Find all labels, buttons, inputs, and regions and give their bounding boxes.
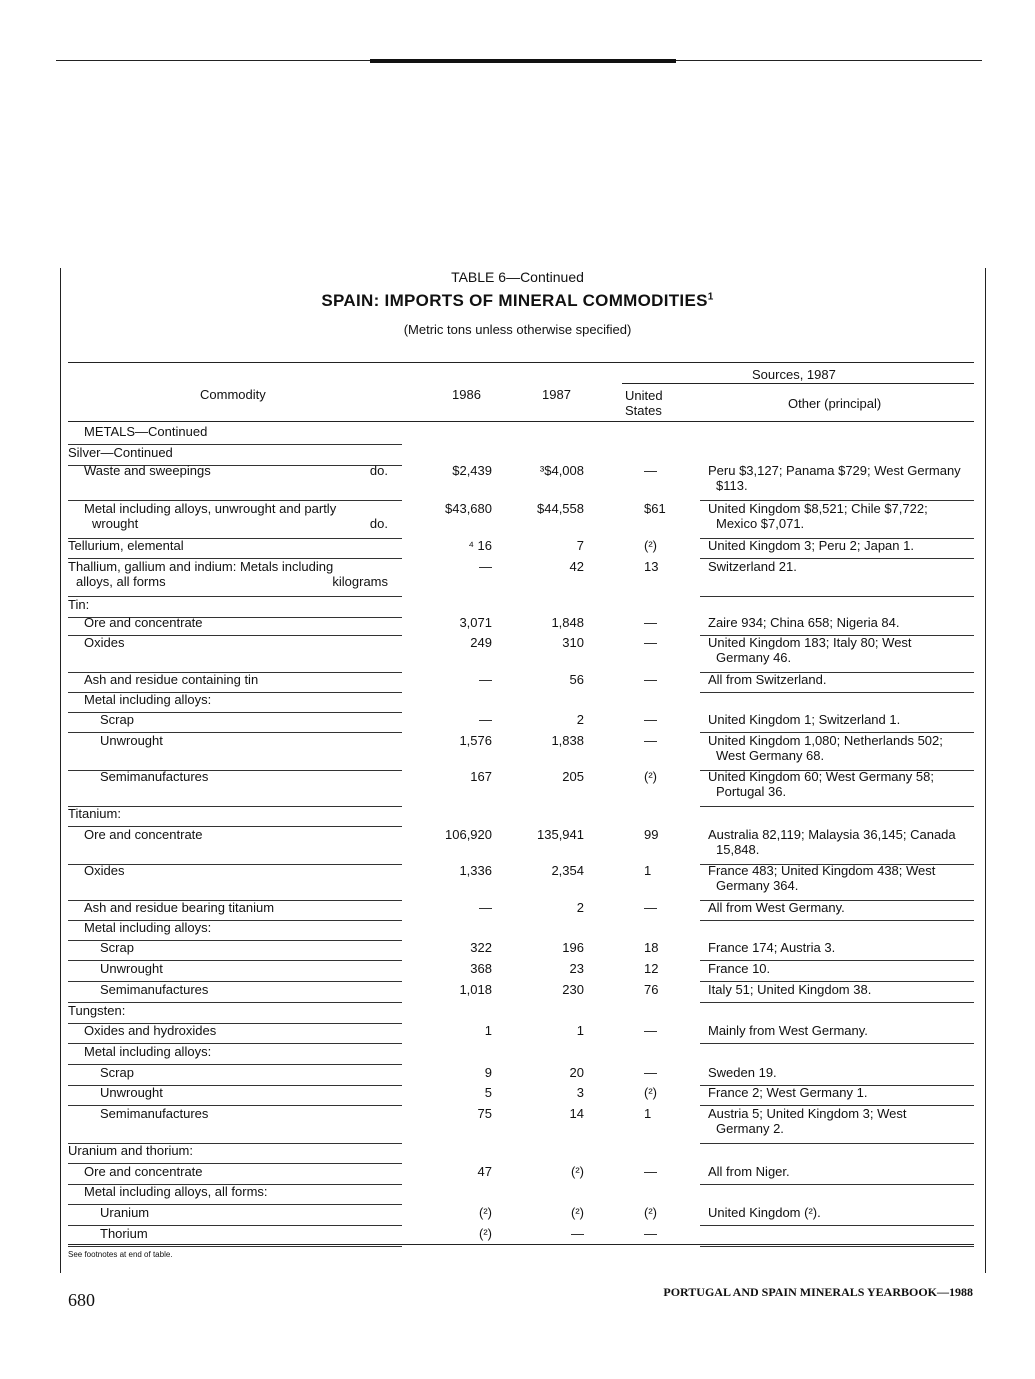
- other-sources-text: Sweden 19.: [708, 1065, 777, 1080]
- header-1987: 1987: [542, 387, 571, 402]
- top-rule-bar: [370, 59, 676, 63]
- row-rule-right: [700, 1246, 974, 1247]
- table-row: [68, 712, 974, 733]
- united-states-cell: 18: [644, 940, 659, 955]
- value-1987-cell: $44,558: [537, 501, 584, 516]
- table-row: [68, 1065, 974, 1086]
- value-1986-cell: —: [479, 712, 492, 727]
- value-1987-cell: 42: [569, 559, 584, 574]
- united-states-cell: (²): [644, 769, 657, 784]
- other-sources-text-cont: $113.: [716, 478, 748, 493]
- commodity-cell: Scrap: [100, 712, 134, 727]
- value-1986-cell: 1,018: [459, 982, 492, 997]
- header-other: Other (principal): [788, 396, 882, 411]
- commodity-cell: Unwrought: [100, 733, 163, 748]
- value-1986-cell: $43,680: [445, 501, 492, 516]
- other-sources-text: Peru $3,127; Panama $729; West Germany: [708, 463, 961, 478]
- other-sources-text-cont: Germany 364.: [716, 878, 799, 893]
- section-heading-row: [68, 692, 974, 713]
- value-1986-cell: 3,071: [459, 615, 492, 630]
- commodity-cell: Thorium: [100, 1226, 148, 1241]
- other-sources-text: United Kingdom 1,080; Netherlands 502;: [708, 733, 943, 748]
- other-sources-cell: [708, 1023, 974, 1038]
- other-sources-text: United Kingdom $8,521; Chile $7,722;: [708, 501, 928, 516]
- other-sources-cell: [708, 1065, 974, 1080]
- value-1987-cell: —: [571, 1226, 584, 1241]
- table-row: [68, 769, 974, 807]
- commodity-cell: Metal including alloys:: [84, 1044, 212, 1059]
- commodity-cell: Unwrought: [100, 961, 163, 976]
- running-head: PORTUGAL AND SPAIN MINERALS YEARBOOK—1988: [663, 1285, 973, 1299]
- united-states-cell: 76: [644, 982, 659, 997]
- table-row: [68, 559, 974, 597]
- commodity-cell: Metal including alloys:: [84, 692, 212, 707]
- commodity-cell: Tellurium, elemental: [68, 538, 184, 553]
- value-1986-cell: —: [479, 672, 492, 687]
- commodity-cell: Silver—Continued: [68, 445, 173, 460]
- united-states-cell: —: [644, 733, 657, 748]
- value-1987-cell: 23: [569, 961, 584, 976]
- other-sources-text: Australia 82,119; Malaysia 36,145; Canada: [708, 827, 956, 842]
- left-margin-rule: [60, 268, 61, 1273]
- value-1986-cell: 249: [470, 635, 492, 650]
- value-1987-cell: 310: [562, 635, 584, 650]
- commodity-cell: Metal including alloys:: [84, 920, 212, 935]
- other-sources-cell: [708, 733, 974, 763]
- united-states-cell: —: [644, 1023, 657, 1038]
- commodity-cell: Tin:: [68, 597, 90, 612]
- header-commodity: Commodity: [200, 387, 266, 402]
- unit-cell: do.: [369, 463, 388, 478]
- united-states-cell: —: [644, 1226, 657, 1241]
- header-bottom-rule: [68, 421, 974, 422]
- united-states-cell: (²): [644, 1205, 657, 1220]
- right-margin-rule: [985, 268, 986, 1273]
- commodity-cell: Oxides: [84, 863, 125, 878]
- other-sources-cell: [708, 1085, 974, 1100]
- other-sources-cell: [708, 1106, 974, 1136]
- commodity-cell: Ore and concentrate: [84, 1164, 203, 1179]
- unit-cell: do.: [369, 516, 388, 531]
- value-1986-cell: 1,576: [459, 733, 492, 748]
- united-states-cell: —: [644, 1065, 657, 1080]
- commodity-cell: Metal including alloys, all forms:: [84, 1184, 268, 1199]
- united-states-cell: 12: [644, 961, 659, 976]
- sources-rule: [622, 383, 974, 384]
- value-1987-cell: 2: [576, 712, 584, 727]
- header-1986: 1986: [452, 387, 481, 402]
- other-sources-text: United Kingdom 60; West Germany 58;: [708, 769, 934, 784]
- other-sources-cell: [708, 501, 974, 531]
- table-title: SPAIN: IMPORTS OF MINERAL COMMODITIES$^1$: [321, 291, 714, 310]
- table-row: [68, 1085, 974, 1106]
- value-1987-cell: 56: [569, 672, 584, 687]
- united-states-cell: 13: [644, 559, 659, 574]
- table-row: [68, 1164, 974, 1185]
- value-1986-cell: 368: [470, 961, 492, 976]
- other-sources-text: Zaire 934; China 658; Nigeria 84.: [708, 615, 900, 630]
- table-row: [68, 940, 974, 961]
- other-sources-text: United Kingdom 3; Peru 2; Japan 1.: [708, 538, 914, 553]
- commodity-cell: Semimanufactures: [100, 982, 209, 997]
- value-1986-cell: 1,336: [459, 863, 492, 878]
- other-sources-text-cont: Mexico $7,071.: [716, 516, 805, 531]
- section-heading-row: [68, 1003, 974, 1024]
- commodity-cell: Oxides: [84, 635, 125, 650]
- commodity-cell: Ash and residue bearing titanium: [84, 900, 275, 915]
- table-row: [68, 961, 974, 982]
- table-row: [68, 1106, 974, 1144]
- other-sources-text-cont: West Germany 68.: [716, 748, 825, 763]
- value-1986-cell: 75: [477, 1106, 492, 1121]
- value-1987-cell: 196: [562, 940, 584, 955]
- other-sources-cell: [708, 940, 974, 955]
- value-1987-cell: ³$4,008: [539, 463, 584, 478]
- unit-cell: kilograms: [332, 574, 388, 589]
- commodity-cell: Scrap: [100, 1065, 134, 1080]
- other-sources-text: All from West Germany.: [708, 900, 845, 915]
- section-heading-row: [68, 1044, 974, 1065]
- value-1986-cell: 5: [484, 1085, 492, 1100]
- value-1987-cell: 1,848: [551, 615, 584, 630]
- other-sources-text: Mainly from West Germany.: [708, 1023, 868, 1038]
- commodity-cell: Uranium: [100, 1205, 150, 1220]
- value-1986-cell: —: [479, 559, 492, 574]
- other-sources-text-cont: Portugal 36.: [716, 784, 787, 799]
- header-top-rule: [68, 362, 974, 363]
- united-states-cell: —: [644, 615, 657, 630]
- other-sources-text: France 10.: [708, 961, 771, 976]
- other-sources-cell: [708, 538, 974, 553]
- value-1987-cell: 3: [576, 1085, 584, 1100]
- table-row: [68, 733, 974, 771]
- table-row: [68, 635, 974, 673]
- value-1987-cell: 14: [569, 1106, 584, 1121]
- other-sources-cell: [708, 559, 974, 574]
- value-1987-cell: 230: [562, 982, 584, 997]
- value-1986-cell: ⁴ 16: [468, 538, 492, 553]
- united-states-cell: —: [644, 1164, 657, 1179]
- other-sources-cell: [708, 635, 974, 665]
- united-states-cell: 1: [644, 1106, 652, 1121]
- section-heading-row: [68, 424, 974, 445]
- header-sources: Sources, 1987: [752, 367, 836, 382]
- section-heading-row: [68, 1184, 974, 1205]
- value-1987-cell: 1: [576, 1023, 584, 1038]
- value-1987-cell: (²): [571, 1164, 584, 1179]
- value-1986-cell: 167: [470, 769, 492, 784]
- table-subtitle: (Metric tons unless otherwise specified): [403, 322, 632, 337]
- value-1987-cell: 7: [576, 538, 584, 553]
- table-row: [68, 1023, 974, 1044]
- other-sources-text-cont: 15,848.: [716, 842, 760, 857]
- value-1986-cell: $2,439: [452, 463, 492, 478]
- commodity-cell: Uranium and thorium:: [68, 1143, 193, 1158]
- value-1987-cell: 135,941: [537, 827, 584, 842]
- value-1986-cell: (²): [479, 1226, 492, 1241]
- other-sources-text: France 483; United Kingdom 438; West: [708, 863, 936, 878]
- value-1987-cell: (²): [571, 1205, 584, 1220]
- table-row: [68, 900, 974, 921]
- value-1986-cell: 106,920: [445, 827, 492, 842]
- other-sources-text: All from Niger.: [708, 1164, 790, 1179]
- header-united-states: United States: [625, 388, 663, 418]
- commodity-cell: METALS—Continued: [84, 424, 208, 439]
- value-1986-cell: 9: [484, 1065, 492, 1080]
- other-sources-cell: [708, 863, 974, 893]
- value-1986-cell: (²): [479, 1205, 492, 1220]
- other-sources-text: France 174; Austria 3.: [708, 940, 836, 955]
- united-states-cell: —: [644, 635, 657, 650]
- commodity-cell: Oxides and hydroxides: [84, 1023, 217, 1038]
- commodity-cell: Semimanufactures: [100, 769, 209, 784]
- other-sources-text: United Kingdom 1; Switzerland 1.: [708, 712, 901, 727]
- value-1987-cell: 20: [569, 1065, 584, 1080]
- united-states-cell: (²): [644, 1085, 657, 1100]
- value-1986-cell: 1: [484, 1023, 492, 1038]
- table-row: [68, 501, 974, 539]
- united-states-cell: —: [644, 712, 657, 727]
- other-sources-cell: [708, 463, 974, 493]
- other-sources-text: All from Switzerland.: [708, 672, 827, 687]
- other-sources-cell: [708, 900, 974, 915]
- section-heading-row: [68, 920, 974, 941]
- other-sources-cell: [708, 961, 974, 976]
- other-sources-text: France 2; West Germany 1.: [708, 1085, 868, 1100]
- commodity-cell: Scrap: [100, 940, 134, 955]
- commodity-cell: Unwrought: [100, 1085, 163, 1100]
- table-row: [68, 827, 974, 865]
- table-bottom-rule: [68, 1244, 974, 1245]
- united-states-cell: 1: [644, 863, 652, 878]
- table-label: TABLE 6—Continued: [451, 269, 584, 285]
- commodity-cell: Ore and concentrate: [84, 615, 203, 630]
- commodity-cell: Metal including alloys, unwrought and partly: [84, 501, 337, 516]
- other-sources-cell: [708, 672, 974, 687]
- section-heading-row: [68, 1143, 974, 1164]
- value-1987-cell: 1,838: [551, 733, 584, 748]
- other-sources-text: United Kingdom (²).: [708, 1205, 821, 1220]
- other-sources-cell: [708, 827, 974, 857]
- value-1986-cell: 322: [470, 940, 492, 955]
- table-row: [68, 1205, 974, 1226]
- other-sources-text: Switzerland 21.: [708, 559, 797, 574]
- other-sources-cell: [708, 769, 974, 799]
- table-row: [68, 615, 974, 636]
- table-row: [68, 672, 974, 693]
- commodity-cell-cont: alloys, all forms: [76, 574, 166, 589]
- footnote-reference: See footnotes at end of table.: [68, 1250, 173, 1259]
- united-states-cell: $61: [644, 501, 666, 516]
- other-sources-cell: [708, 1164, 974, 1179]
- united-states-cell: 99: [644, 827, 659, 842]
- united-states-cell: —: [644, 463, 657, 478]
- value-1986-cell: —: [479, 900, 492, 915]
- other-sources-cell: [708, 982, 974, 997]
- commodity-cell: Ore and concentrate: [84, 827, 203, 842]
- other-sources-text: Austria 5; United Kingdom 3; West: [708, 1106, 907, 1121]
- commodity-cell: Thallium, gallium and indium: Metals including: [68, 559, 334, 574]
- other-sources-cell: [708, 712, 974, 727]
- commodity-cell-cont: wrought: [92, 516, 139, 531]
- other-sources-text-cont: Germany 2.: [716, 1121, 784, 1136]
- commodity-cell: Ash and residue containing tin: [84, 672, 259, 687]
- value-1987-cell: 2: [576, 900, 584, 915]
- value-1987-cell: 205: [562, 769, 584, 784]
- table-row: [68, 463, 974, 501]
- commodity-cell: Titanium:: [68, 806, 121, 821]
- value-1987-cell: 2,354: [551, 863, 584, 878]
- commodity-cell: Semimanufactures: [100, 1106, 209, 1121]
- table-row: [68, 863, 974, 901]
- page-number: 680: [68, 1290, 95, 1310]
- other-sources-text: United Kingdom 183; Italy 80; West: [708, 635, 912, 650]
- other-sources-text: Italy 51; United Kingdom 38.: [708, 982, 872, 997]
- other-sources-text-cont: Germany 46.: [716, 650, 792, 665]
- united-states-cell: —: [644, 672, 657, 687]
- table-row: [68, 982, 974, 1003]
- united-states-cell: (²): [644, 538, 657, 553]
- table-row: [68, 538, 974, 559]
- section-heading-row: [68, 806, 974, 827]
- value-1986-cell: 47: [477, 1164, 492, 1179]
- other-sources-cell: [708, 615, 974, 630]
- commodity-cell: Tungsten:: [68, 1003, 126, 1018]
- row-rule-left: [68, 1246, 402, 1247]
- other-sources-cell: [708, 1205, 974, 1220]
- commodity-cell: Waste and sweepings: [84, 463, 211, 478]
- united-states-cell: —: [644, 900, 657, 915]
